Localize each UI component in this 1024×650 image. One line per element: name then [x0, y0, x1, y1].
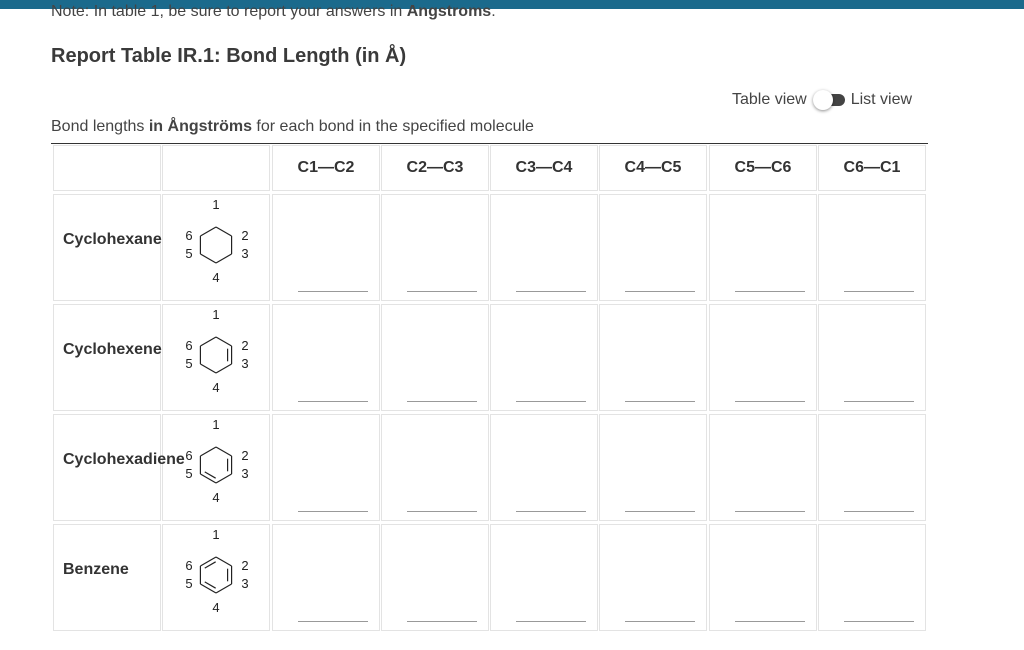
table-view-label[interactable]: Table view: [732, 91, 807, 108]
atom-label: 6: [185, 558, 193, 573]
bond-length-input[interactable]: [735, 599, 805, 622]
header-empty-cell: [162, 145, 270, 191]
bond-length-input[interactable]: [298, 269, 368, 292]
ring-bond: [200, 227, 216, 236]
ring-structure-drawing: [164, 524, 268, 628]
atom-label: 6: [185, 338, 193, 353]
atom-label: 5: [185, 466, 193, 481]
bond-length-input[interactable]: [407, 269, 477, 292]
ring-structure-drawing: [164, 414, 268, 518]
ring-bond: [216, 364, 232, 373]
atom-label: 5: [185, 246, 193, 261]
atom-label: 2: [241, 558, 249, 573]
view-toggle: [732, 89, 912, 111]
column-header: C1—C2: [272, 145, 380, 191]
ring-bond: [216, 584, 232, 593]
atom-label: 4: [212, 270, 220, 285]
column-header: C6—C1: [818, 145, 926, 191]
ring-bond: [200, 364, 216, 373]
atom-label: 3: [241, 466, 249, 481]
ring-bond: [216, 447, 232, 456]
bond-length-input[interactable]: [407, 489, 477, 512]
ring-bond: [216, 474, 232, 483]
column-header: C2—C3: [381, 145, 489, 191]
atom-label: 6: [185, 228, 193, 243]
caption-bold: in Ångströms: [148, 118, 252, 135]
ring-bond: [200, 474, 216, 483]
ring-structure-drawing: [164, 304, 268, 408]
note-suffix: .: [491, 3, 496, 20]
bond-length-input[interactable]: [844, 489, 914, 512]
bond-length-input[interactable]: [844, 269, 914, 292]
molecule-name: Cyclohexadiene: [63, 451, 185, 468]
column-header: C4—C5: [599, 145, 707, 191]
atom-label: 2: [241, 338, 249, 353]
header-empty-cell: [53, 145, 161, 191]
bond-length-input[interactable]: [844, 379, 914, 402]
atom-label: 3: [241, 246, 249, 261]
bond-length-input[interactable]: [625, 599, 695, 622]
atom-label: 3: [241, 576, 249, 591]
bond-length-input[interactable]: [625, 489, 695, 512]
ring-bond: [200, 557, 216, 566]
bond-length-input[interactable]: [844, 599, 914, 622]
bond-length-input[interactable]: [735, 489, 805, 512]
molecule-structure: [164, 194, 268, 298]
note-prefix: Note: In table 1, be sure to report your answers in: [51, 3, 407, 20]
ring-bond: [200, 447, 216, 456]
molecule-structure: [164, 304, 268, 408]
column-header: C5—C6: [709, 145, 817, 191]
atom-label: 5: [185, 356, 193, 371]
caption-rule: [51, 143, 928, 144]
note-text: [51, 2, 496, 22]
bond-length-input[interactable]: [516, 379, 586, 402]
atom-label: 1: [212, 417, 220, 432]
view-toggle-switch[interactable]: [813, 92, 847, 108]
bond-length-input[interactable]: [298, 379, 368, 402]
molecule-name: Benzene: [63, 561, 129, 578]
bond-length-input[interactable]: [625, 379, 695, 402]
atom-label: 4: [212, 490, 220, 505]
molecule-name: Cyclohexene: [63, 341, 162, 358]
ring-bond: [216, 557, 232, 566]
atom-label: 1: [212, 527, 220, 542]
bond-length-input[interactable]: [298, 489, 368, 512]
atom-label: 1: [212, 307, 220, 322]
page-title: Report Table IR.1: Bond Length (in Å): [51, 45, 407, 67]
column-header: C3—C4: [490, 145, 598, 191]
list-view-label[interactable]: List view: [850, 91, 913, 108]
bond-length-input[interactable]: [516, 269, 586, 292]
bond-length-input[interactable]: [735, 379, 805, 402]
toggle-knob: [813, 90, 833, 110]
note-bold: Angstroms: [406, 3, 492, 20]
bond-length-input[interactable]: [298, 599, 368, 622]
ring-bond: [216, 254, 232, 263]
ring-bond: [216, 337, 232, 346]
bond-length-input[interactable]: [735, 269, 805, 292]
caption-prefix: Bond lengths: [51, 118, 149, 135]
bond-length-input[interactable]: [516, 489, 586, 512]
ring-bond: [200, 337, 216, 346]
atom-label: 6: [185, 448, 193, 463]
bond-length-input[interactable]: [516, 599, 586, 622]
ring-bond: [200, 584, 216, 593]
atom-label: 4: [212, 600, 220, 615]
molecule-name: Cyclohexane: [63, 231, 162, 248]
molecule-structure: [164, 414, 268, 518]
caption-suffix: for each bond in the specified molecule: [251, 118, 534, 135]
ring-bond: [200, 254, 216, 263]
molecule-structure: [164, 524, 268, 628]
ring-bond: [216, 227, 232, 236]
table-caption: [51, 118, 534, 136]
atom-label: 2: [241, 228, 249, 243]
bond-length-input[interactable]: [407, 599, 477, 622]
atom-label: 4: [212, 380, 220, 395]
ring-structure-drawing: [164, 194, 268, 298]
atom-label: 1: [212, 197, 220, 212]
atom-label: 2: [241, 448, 249, 463]
bond-length-input[interactable]: [407, 379, 477, 402]
atom-label: 3: [241, 356, 249, 371]
atom-label: 5: [185, 576, 193, 591]
bond-length-input[interactable]: [625, 269, 695, 292]
